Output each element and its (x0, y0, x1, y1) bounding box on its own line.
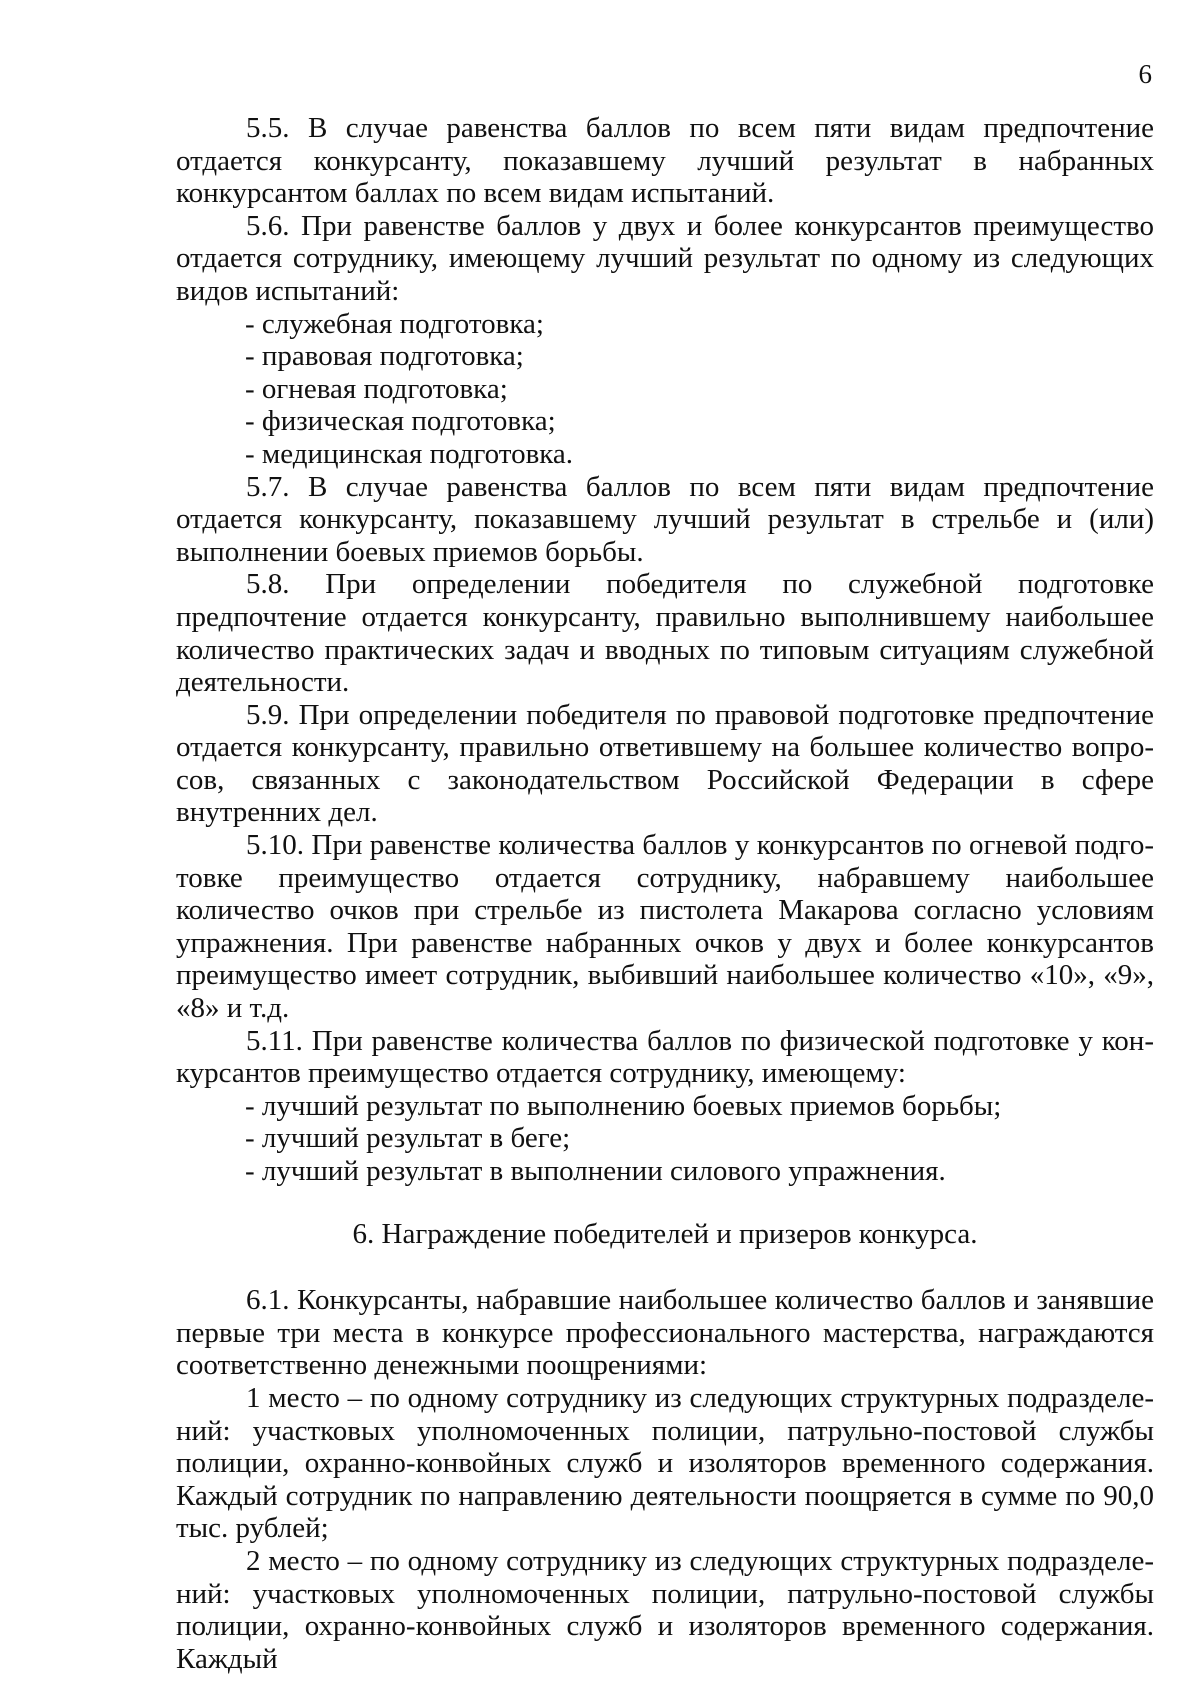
document-body (176, 112, 1154, 1675)
paragraph-5-10: 5.10. При равенстве количества баллов у конкурсантов по огневой подготовке преимущество отдается сотруднику, набравшему наибольшее количество очков при стрельбе из пистолета Макарова согласно условиям упражнения. При равенстве набранных очков у двух и более конкурсантов преимущество имеет сотрудник, выбивший наибольшее количество «10», «9», «8» и т.д. (176, 829, 1154, 1025)
paragraph-5-7: 5.7. В случае равенства баллов по всем пяти видам предпочтение отдается конкурсанту, показавшему лучший результат в стрельбе и (или) выполнении боевых приемов борьбы. (176, 470, 1154, 568)
paragraph-6-1: 6.1. Конкурсанты, набравшие наибольшее количество баллов и занявшие первые три места в конкурсе профессионального мастерства, награждаются соответственно денежными поощрениями: (176, 1284, 1154, 1382)
paragraph-5-9: 5.9. При определении победителя по правовой подготовке предпочтение отдается конкурсанту, правильно ответившему на большее количество вопросов, связанных с законодательством Российской Федерации в сфере внутренних дел. (176, 698, 1154, 829)
list-item: - медицинская подготовка. (245, 437, 574, 470)
list-item: - лучший результат в выполнении силового упражнения. (245, 1155, 946, 1187)
paragraph-place-2: 2 место – по одному сотруднику из следующих структурных подразделений: участковых уполномоченных полиции, патрульно-постовой службы полиции, охранно-конвойных служб и изоляторов временного содержания. Каждый (176, 1544, 1154, 1675)
paragraph-5-6: 5.6. При равенстве баллов у двух и более конкурсантов преимущество отдается сотруднику, имеющему лучший результат по одному из следующих видов испытаний: (176, 209, 1154, 307)
paragraph-5-5: 5.5. В случае равенства баллов по всем пяти видам предпочтение отдается конкурсанту, показавшему лучший результат в набранных конкурсантом баллах по всем видам испытаний. (176, 112, 1154, 210)
paragraph-5-8: 5.8. При определении победителя по служебной подготовке предпочтение отдается конкурсанту, правильно выполнившему наибольшее количество практических задач и вводных по типовым ситуациям служебной деятельности. (176, 568, 1154, 699)
list-item: - правовая подготовка; (245, 340, 524, 373)
section-heading: 6. Награждение победителей и призеров конкурса. (352, 1217, 978, 1250)
list-item: - огневая подготовка; (245, 372, 508, 405)
paragraph-5-11: 5.11. При равенстве количества баллов по физической подготовке у конкурсантов преимущество отдается сотруднику, имеющему: (176, 1024, 1154, 1090)
list-item: - физическая подготовка; (245, 405, 556, 438)
paragraph-place-1: 1 место – по одному сотруднику из следующих структурных подразделений: участковых уполномоченных полиции, патрульно-постовой службы полиции, охранно-конвойных служб и изоляторов временного содержания. Каждый сотрудник по направлению деятельности поощряется в сумме по 90,0 тыс. рублей; (176, 1381, 1154, 1545)
list-item: - лучший результат по выполнению боевых приемов борьбы; (245, 1089, 1002, 1122)
page-number: 6 (1138, 59, 1152, 89)
list-item: - служебная подготовка; (245, 307, 544, 340)
list-item: - лучший результат в беге; (245, 1122, 571, 1155)
